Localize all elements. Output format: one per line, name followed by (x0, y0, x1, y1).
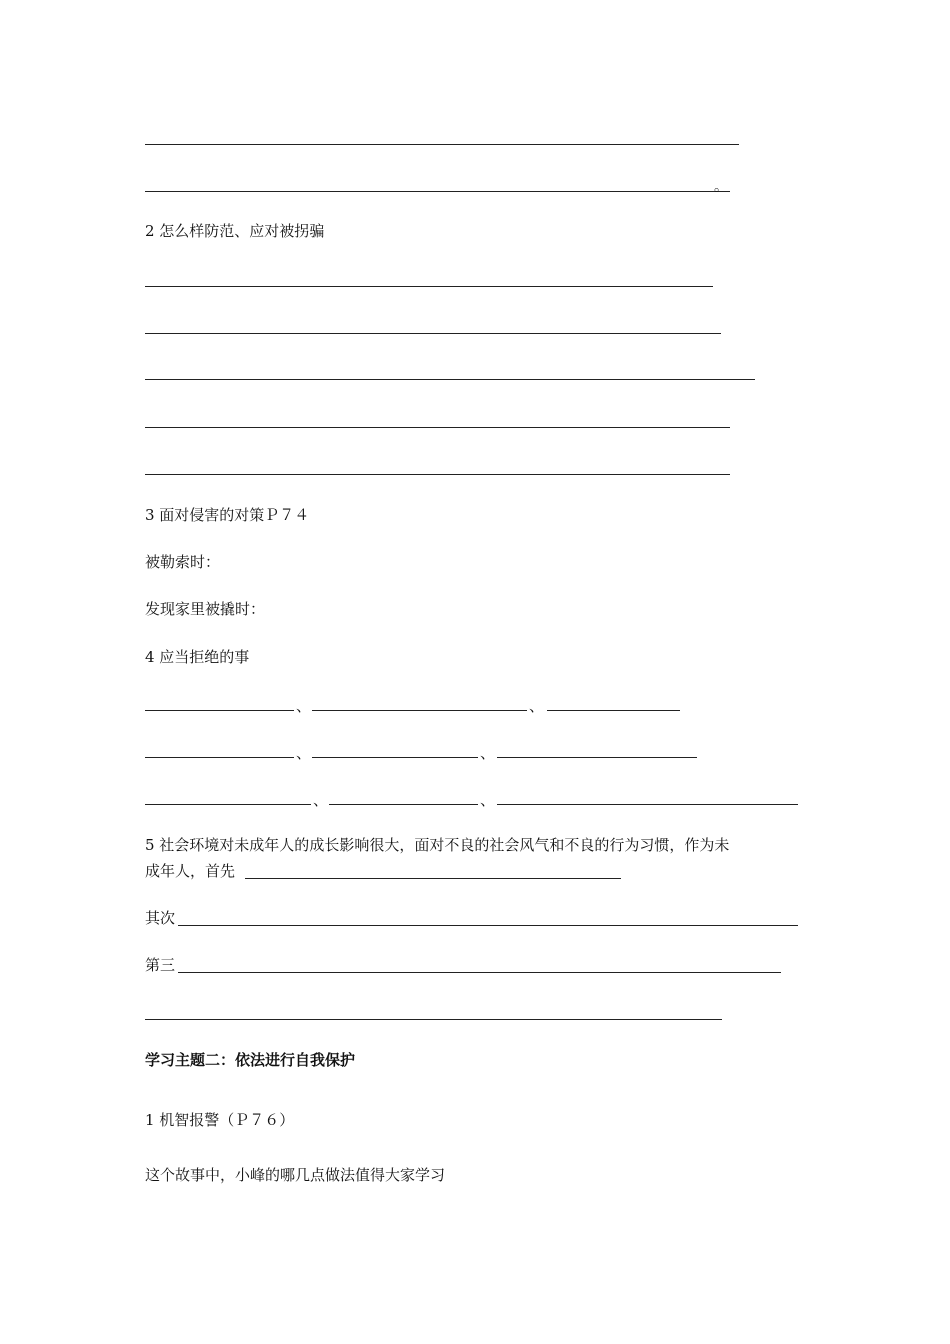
separator: 、 (529, 697, 545, 715)
question-3-heading: 3 面对侵害的对策Ｐ７４ (145, 506, 310, 524)
answer-line[interactable] (145, 333, 721, 334)
answer-line[interactable] (145, 286, 713, 287)
period-mark: 。 (714, 179, 728, 195)
separator: 、 (480, 744, 496, 762)
section-title: 学习主题二：依法进行自我保护 (145, 1051, 356, 1069)
answer-line[interactable] (145, 191, 730, 192)
blank-line[interactable] (312, 710, 527, 711)
separator: 、 (313, 791, 329, 809)
question-3-item-extortion: 被勒索时： (145, 553, 221, 571)
question-5-first-label: 成年人，首先 (145, 862, 236, 880)
question-3-item-burglary: 发现家里被撬时： (145, 600, 266, 618)
blank-line[interactable] (145, 757, 294, 758)
blank-line[interactable] (145, 804, 311, 805)
question-2-heading: 2 怎么样防范、应对被拐骗 (145, 222, 325, 240)
question-5-third-label: 第三 (145, 956, 176, 974)
blank-line[interactable] (145, 710, 294, 711)
answer-line[interactable] (178, 972, 781, 973)
blank-line[interactable] (329, 804, 478, 805)
blank-line[interactable] (312, 757, 478, 758)
answer-line[interactable] (245, 878, 621, 879)
theme-2-question-1-prompt: 这个故事中，小峰的哪几点做法值得大家学习 (145, 1166, 446, 1184)
answer-line[interactable] (145, 474, 730, 475)
blank-line[interactable] (497, 757, 697, 758)
blank-line[interactable] (547, 710, 680, 711)
answer-line[interactable] (145, 144, 739, 145)
question-5-text: 5 社会环境对未成年人的成长影响很大，面对不良的社会风气和不良的行为习惯，作为未 (145, 836, 730, 854)
question-5-second-label: 其次 (145, 909, 176, 927)
answer-line[interactable] (178, 925, 798, 926)
blank-line[interactable] (497, 804, 798, 805)
answer-line[interactable] (145, 427, 730, 428)
question-4-heading: 4 应当拒绝的事 (145, 648, 250, 666)
separator: 、 (296, 744, 312, 762)
answer-line[interactable] (145, 1019, 722, 1020)
separator: 、 (480, 791, 496, 809)
theme-2-question-1-heading: 1 机智报警（Ｐ７６） (145, 1111, 295, 1129)
separator: 、 (296, 697, 312, 715)
answer-line[interactable] (145, 379, 755, 380)
